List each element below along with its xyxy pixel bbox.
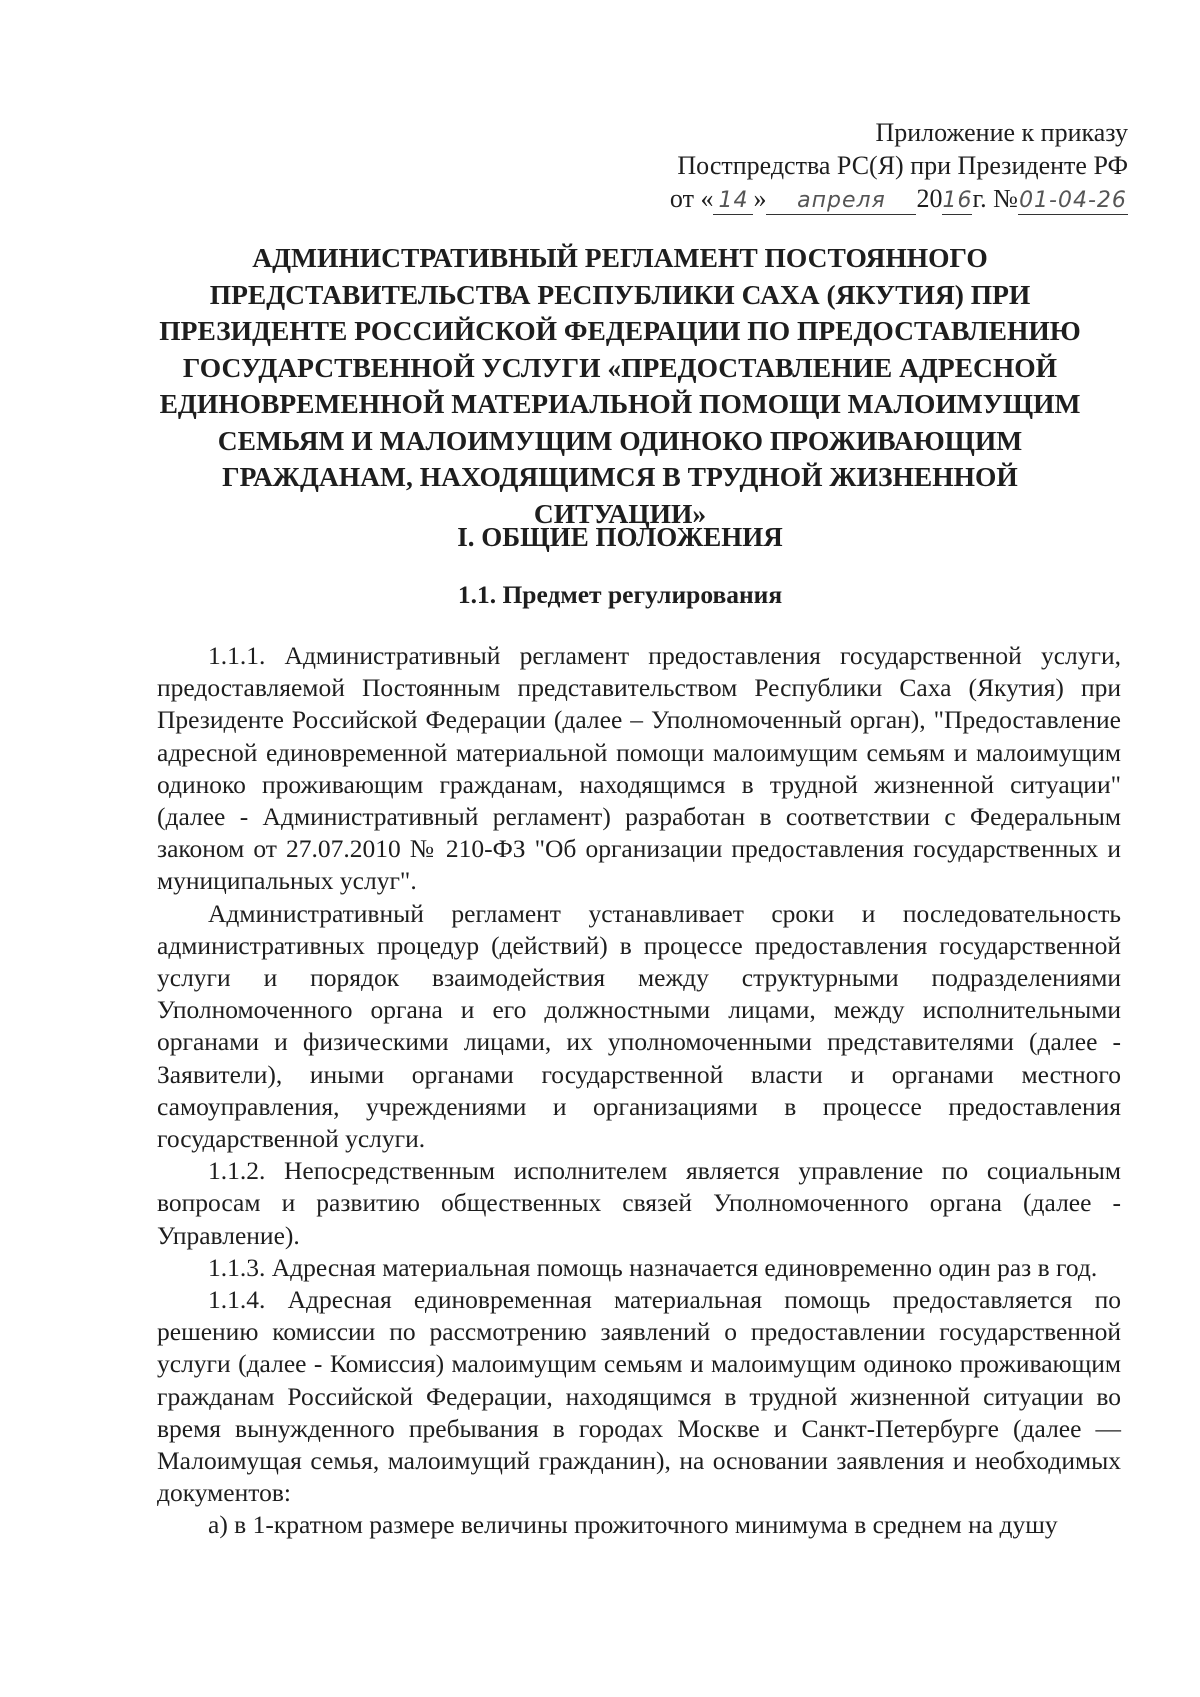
year-handwritten: 16 xyxy=(942,188,973,213)
order-attachment-header xyxy=(670,116,1128,215)
date-month-handwritten: апреля xyxy=(797,188,886,213)
paragraph: 1.1.4. Адресная единовременная материальная помощь предоставляется по решению комиссии по рассмотрению заявлений о предоставлении государственной услуги (далее - Комиссия) малоимущим семьям и малоимущим одиноко проживающим гражданам Российской Федерации, находящимся в трудной жизненной ситуации во время вынужденного пребывания в городах Москве и Санкт-Петербурге (далее — Малоимущая семья, малоимущий гражданин), на основании заявления и необходимых документов: xyxy=(157,1285,1121,1508)
subsection-heading: 1.1. Предмет регулирования xyxy=(457,580,783,609)
paragraph: Административный регламент устанавливает сроки и последовательность административных процедур (действий) в процессе предоставления государственной услуги и порядок взаимодействия между структурными подразделениями Уполномоченного органа и его должностными лицами, между исполнительными органами и физическими лицами, их уполномоченными представителями (далее - Заявители), иными органами государственной власти и органами местного самоуправления, учреждениями и организациями в процессе предоставления государственной услуги. xyxy=(157,898,1121,1154)
paragraph: 1.1.1. Административный регламент предоставления государственной услуги, предоставляемой Постоянным представительством Республики Саха (Якутия) при Президенте Российской Федерации (далее – Уполномоченный орган), "Предоставление адресной единовременной материальной помощи малоимущим семьям и малоимущим одиноко проживающим гражданам, находящимся в трудной жизненной ситуации" (далее - Административный регламент) разработан в соответствии с Федеральным законом от 27.07.2010 № 210-ФЗ "Об организации предоставления государственных и муниципальных услуг". xyxy=(157,641,1121,896)
year-prefix: 20 xyxy=(916,184,943,213)
year-field xyxy=(942,186,972,215)
document-body xyxy=(157,640,1121,1542)
order-number-handwritten: 01-04-26 xyxy=(1019,188,1127,213)
date-month-field xyxy=(766,186,916,215)
date-prefix: от « xyxy=(669,184,714,213)
paragraph: 1.1.3. Адресная материальная помощь назначается единовременно один раз в год. xyxy=(208,1252,1098,1282)
paragraph: а) в 1-кратном размере величины прожиточного минимума в среднем на душу xyxy=(208,1510,1058,1540)
section-heading: I. ОБЩИЕ ПОЛОЖЕНИЯ xyxy=(457,522,783,552)
date-close-quote: » xyxy=(753,184,767,213)
order-date-line xyxy=(670,182,1128,215)
number-mark: г. № xyxy=(972,184,1018,213)
document-title: АДМИНИСТРАТИВНЫЙ РЕГЛАМЕНТ ПОСТОЯННОГО ПРЕДСТАВИТЕЛЬСТВА РЕСПУБЛИКИ САХА (ЯКУТИЯ) ПРИ ПРЕЗИДЕНТЕ РОССИЙСКОЙ ФЕДЕРАЦИИ ПО ПРЕДОСТАВЛЕНИЮ ГОСУДАРСТВЕННОЙ УСЛУГИ «ПРЕДОСТАВЛЕНИЕ АДРЕСНОЙ ЕДИНОВРЕМЕННОЙ МАТЕРИАЛЬНОЙ ПОМОЩИ МАЛОИМУЩИМ СЕМЬЯМ И МАЛОИМУЩИМ ОДИНОКО ПРОЖИВАЮЩИМ ГРАЖДАНАМ, НАХОДЯЩИМСЯ В ТРУДНОЙ ЖИЗНЕННОЙ СИТУАЦИИ» xyxy=(159,242,1081,529)
date-day-handwritten: 14 xyxy=(718,188,749,213)
paragraph: 1.1.2. Непосредственным исполнителем является управление по социальным вопросам и развитию общественных связей Уполномоченного органа (далее - Управление). xyxy=(157,1156,1121,1250)
attachment-label: Приложение к приказу xyxy=(875,118,1128,147)
date-day-field xyxy=(713,186,753,215)
issuer-label: Постпредства РС(Я) при Президенте РФ xyxy=(677,151,1128,180)
order-number-field xyxy=(1018,186,1128,215)
